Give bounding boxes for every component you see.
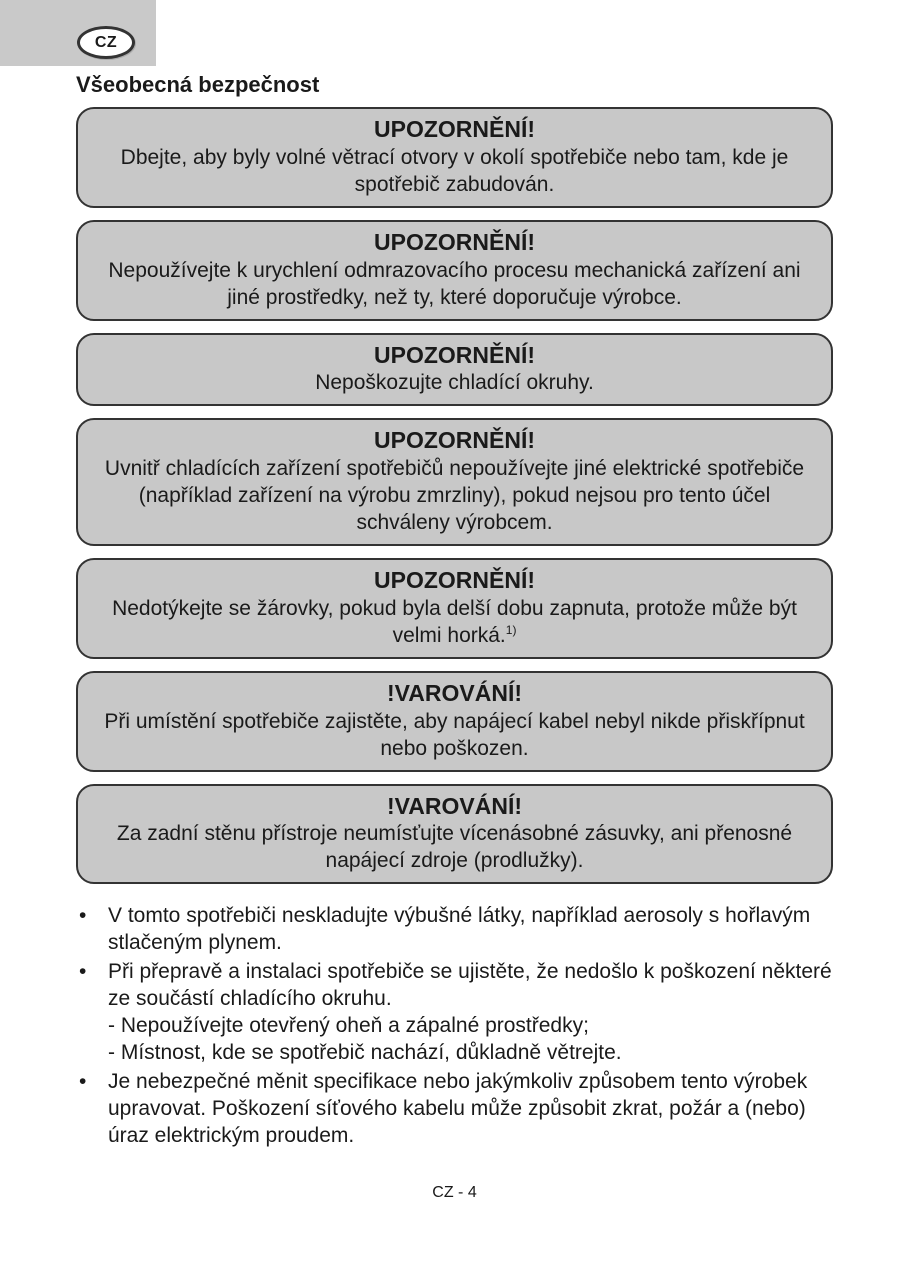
list-item: [76, 958, 833, 1066]
warning-box-body: [92, 595, 817, 649]
warning-box-title: UPOZORNĚNÍ!: [374, 341, 535, 368]
warning-box: [76, 784, 833, 885]
page-number: CZ - 4: [432, 1184, 477, 1201]
warning-box: [76, 220, 833, 321]
list-item-subline: - Nepoužívejte otevřený oheň a zápalné prostředky;: [108, 1014, 589, 1038]
warning-box: [76, 418, 833, 546]
warning-box-body: Dbejte, aby byly volné větrací otvory v okolí spotřebiče nebo tam, kde je spotřebič zabudován.: [120, 145, 789, 196]
warning-box: [76, 671, 833, 772]
list-item: [76, 902, 833, 956]
warning-box-title: !VAROVÁNÍ!: [386, 679, 522, 706]
warning-box: [76, 333, 833, 407]
footnote-ref: 1): [505, 622, 517, 637]
warning-box-body: Za zadní stěnu přístroje neumísťujte vícenásobné zásuvky, ani přenosné napájecí zdroje (prodlužky).: [116, 822, 793, 873]
warning-box-title: UPOZORNĚNÍ!: [374, 427, 535, 454]
warning-box-title: UPOZORNĚNÍ!: [374, 567, 535, 593]
list-item-text: Je nebezpečné měnit specifikace nebo jakýmkoliv způsobem tento výrobek upravovat. Poškození síťového kabelu může způsobit zkrat, požár a (nebo) úraz elektrickým proudem.: [108, 1070, 808, 1148]
list-item-subline: - Místnost, kde se spotřebič nachází, důkladně větrejte.: [108, 1041, 622, 1065]
language-badge-label: CZ: [94, 33, 118, 51]
warning-box-body: Uvnitř chladících zařízení spotřebičů nepoužívejte jiné elektrické spotřebiče (například zařízení na výrobu zmrzliny), pokud nejsou pro tento účel schváleny výrobcem.: [104, 457, 805, 534]
list-item-line: Při přepravě a instalaci spotřebiče se ujistěte, že nedošlo k poškození některé ze součástí chladícího okruhu.: [108, 960, 832, 1011]
warning-box-title: !VAROVÁNÍ!: [386, 792, 522, 819]
warning-box-title: UPOZORNĚNÍ!: [374, 228, 535, 255]
warning-box-body: Nepoužívejte k urychlení odmrazovacího procesu mechanická zařízení ani jiné prostředky, než ty, které doporučuje výrobce.: [108, 258, 801, 309]
bullet-list: [76, 902, 833, 1149]
corner-decoration: [0, 0, 156, 66]
bullet-marker: •: [79, 1070, 87, 1094]
warning-box-body: Nepoškozujte chladící okruhy.: [315, 371, 594, 395]
language-badge: [77, 26, 135, 59]
page-title: Všeobecná bezpečnost: [76, 72, 320, 97]
warning-box-body: Při umístění spotřebiče zajistěte, aby napájecí kabel nebyl nikde přiskřípnut nebo poškozen.: [104, 709, 805, 760]
bullet-marker: •: [79, 904, 87, 928]
list-item: [76, 1068, 833, 1149]
warning-box: [76, 107, 833, 208]
bullet-marker: •: [79, 960, 87, 984]
list-item-text: V tomto spotřebiči neskladujte výbušné látky, například aerosoly s hořlavým stlačeným plynem.: [108, 904, 811, 955]
warning-box: [76, 558, 833, 659]
list-item-text: [108, 958, 833, 1066]
warning-box-title: UPOZORNĚNÍ!: [374, 116, 535, 142]
warning-box-body-text: Nedotýkejte se žárovky, pokud byla delší dobu zapnuta, protože může být velmi horká.: [112, 596, 797, 647]
page-content: [76, 72, 833, 1151]
